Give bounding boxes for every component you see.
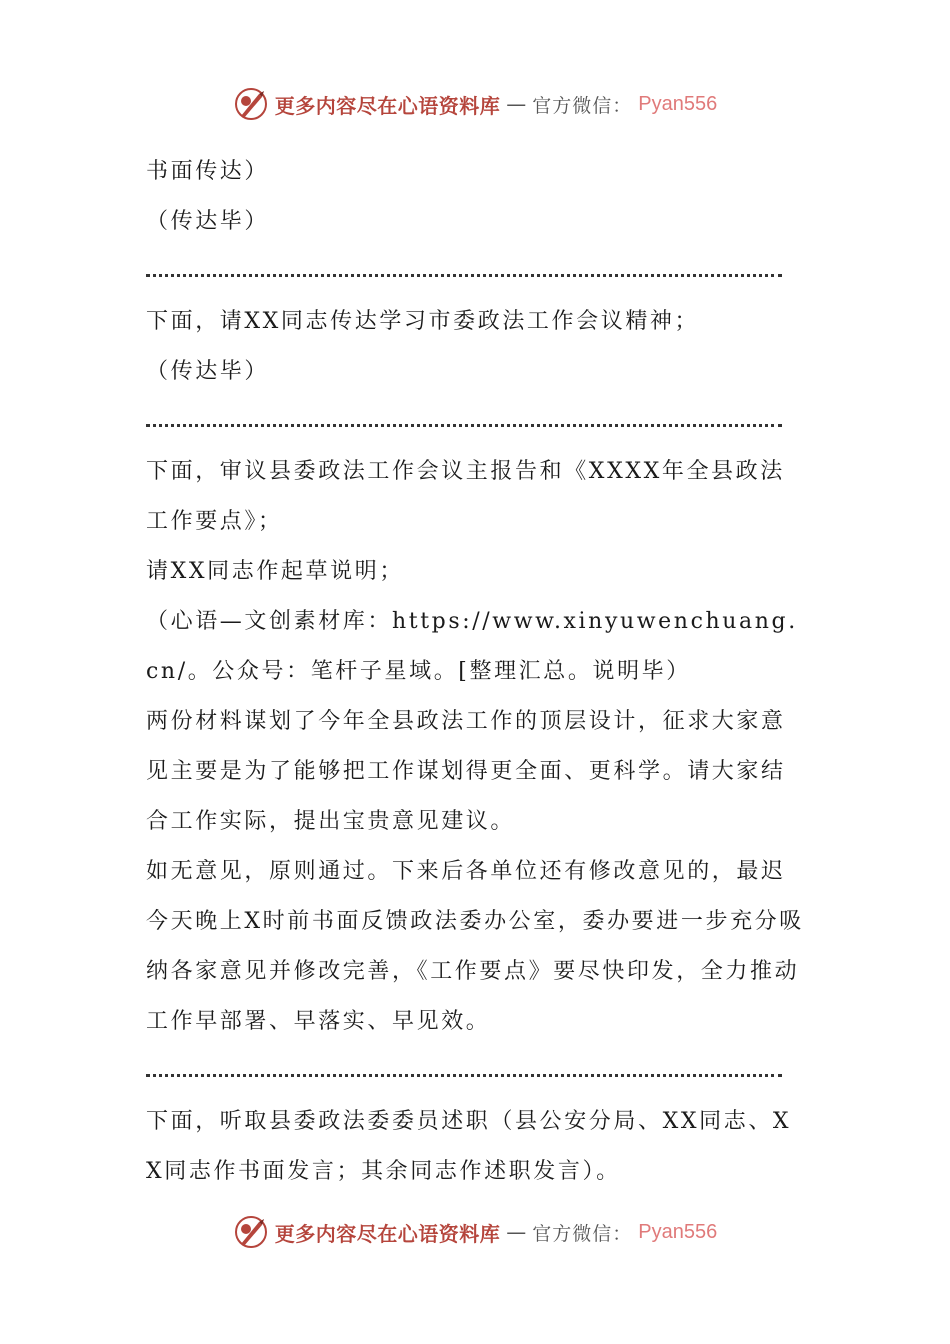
paragraph-4: （传达毕） (146, 359, 270, 384)
header-banner (0, 82, 950, 126)
footer-wechat-id: Pyan556 (638, 1220, 718, 1243)
footer-wechat-label: 官方微信： (532, 1222, 633, 1245)
footer-banner (0, 1210, 950, 1254)
dotted-separator-1 (146, 247, 808, 297)
header-slogan: 更多内容尽在心语资料库 (274, 93, 501, 118)
header-wechat-id: Pyan556 (638, 92, 718, 115)
paragraph-10: 下面，听取县委政法委委员述职（县公安分局、XX同志、XX同志作书面发言；其余同志作述职发言）。 (146, 1109, 792, 1184)
pen-logo-icon (233, 86, 269, 122)
paragraph-2: （传达毕） (146, 209, 270, 234)
header-wechat-label: 官方微信： (532, 94, 633, 117)
document-body (146, 147, 808, 1197)
footer-slogan: 更多内容尽在心语资料库 (274, 1221, 501, 1246)
pen-logo-icon (233, 1214, 269, 1250)
header-dash: — (506, 92, 527, 116)
paragraph-6: 请XX同志作起草说明； (146, 559, 404, 584)
paragraph-3: 下面，请XX同志传达学习市委政法工作会议精神； (146, 309, 700, 334)
paragraph-5: 下面，审议县委政法工作会议主报告和《XXXX年全县政法工作要点》； (146, 459, 785, 534)
dotted-separator-3 (146, 1047, 808, 1097)
dotted-separator-2 (146, 397, 808, 447)
paragraph-7: （心语—文创素材库：https://www.xinyuwenchuang.cn/。公众号：笔杆子星域。[整理汇总。说明毕） (146, 609, 798, 684)
paragraph-9: 如无意见，原则通过。下来后各单位还有修改意见的，最迟今天晚上X时前书面反馈政法委办公室，委办要进一步充分吸纳各家意见并修改完善，《工作要点》要尽快印发，全力推动工作早部署、早落实、早见效。 (146, 859, 804, 1034)
footer-dash: — (506, 1220, 527, 1244)
paragraph-1: 书面传达） (146, 159, 270, 184)
paragraph-8: 两份材料谋划了今年全县政法工作的顶层设计，征求大家意见主要是为了能够把工作谋划得更全面、更科学。请大家结合工作实际，提出宝贵意见建议。 (146, 709, 786, 834)
